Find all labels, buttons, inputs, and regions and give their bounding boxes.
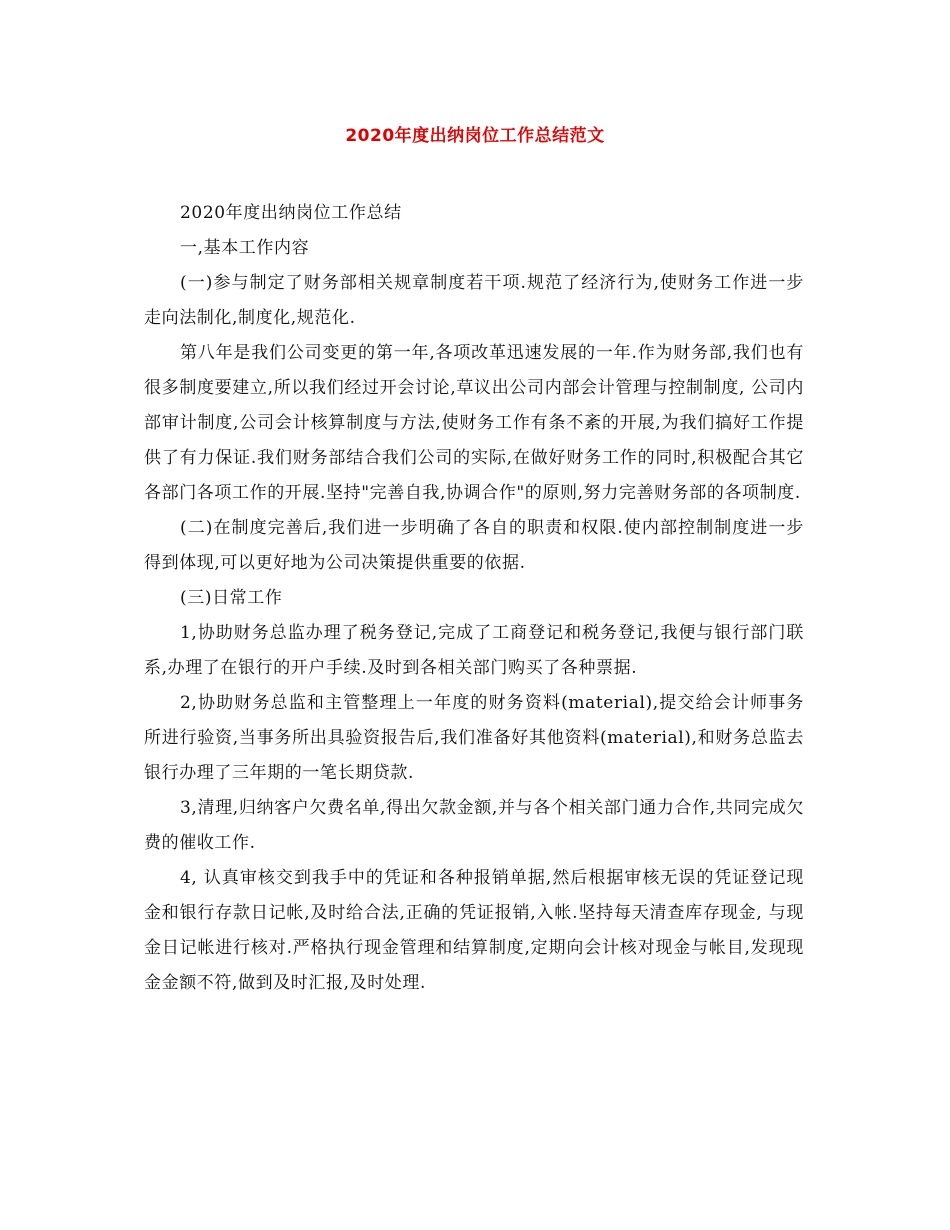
- paragraph: (一)参与制定了财务部相关规章制度若干项.规范了经济行为,使财务工作进一步走向法制化,制度化,规范化.: [144, 273, 804, 328]
- paragraph: 4, 认真审核交到我手中的凭证和各种报销单据,然后根据审核无误的凭证登记现金和银行存款日记帐,及时给合法,正确的凭证报销,入帐.坚持每天清查库存现金, 与现金日记帐进行核对.严格执行现金管理和结算制度,定期向会计核对现金与帐目,发现现金金额不符,做到及时汇报,及时处理.: [144, 868, 804, 993]
- paragraph: 2,协助财务总监和主管整理上一年度的财务资料(material),提交给会计师事务所进行验资,当事务所出具验资报告后,我们准备好其他资料(material),和财务总监去银行办理了三年期的一笔长期贷款.: [144, 693, 804, 783]
- paragraph: (二)在制度完善后,我们进一步明确了各自的职责和权限.使内部控制制度进一步得到体现,可以更好地为公司决策提供重要的依据.: [144, 518, 804, 573]
- paragraph: 一,基本工作内容: [180, 238, 310, 258]
- document-body: [144, 196, 804, 1001]
- paragraph: 3,清理,归纳客户欠费名单,得出欠款金额,并与各个相关部门通力合作,共同完成欠费的催收工作.: [144, 798, 804, 853]
- paragraph: 1,协助财务总监办理了税务登记,完成了工商登记和税务登记,我便与银行部门联系,办理了在银行的开户手续.及时到各相关部门购买了各种票据.: [144, 623, 804, 678]
- paragraph: 2020年度出纳岗位工作总结: [180, 203, 402, 223]
- paragraph: (三)日常工作: [180, 588, 283, 608]
- paragraph: 第八年是我们公司变更的第一年,各项改革迅速发展的一年.作为财务部,我们也有很多制度要建立,所以我们经过开会讨论,草议出公司内部会计管理与控制制度, 公司内部审计制度,公司会计核算制度与方法,使财务工作有条不紊的开展,为我们搞好工作提供了有力保证.我们财务部结合我们公司的实际,在做好财务工作的同时,积极配合其它各部门各项工作的开展.坚持"完善自我,协调合作"的原则,努力完善财务部的各项制度.: [144, 343, 805, 503]
- document-title: 2020年度出纳岗位工作总结范文: [345, 126, 605, 146]
